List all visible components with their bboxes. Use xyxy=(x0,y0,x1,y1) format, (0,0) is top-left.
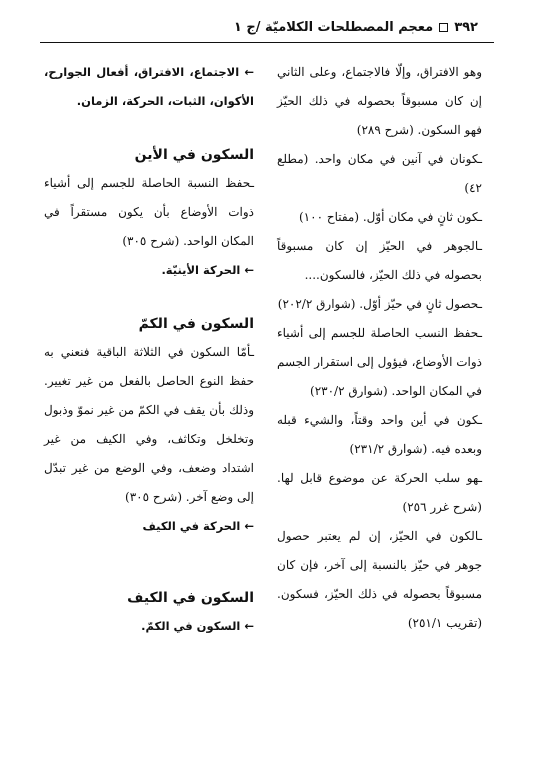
section-kayf xyxy=(44,587,254,641)
paragraph: ـهو سلب الحركة عن موضوع قابل لها. (شرح غرر ٢٥٦) xyxy=(277,471,482,514)
paragraph: ـالجوهر في الحيّز إن كان مسبوقاً بحصوله في ذلك الحيّز، فالسكون.... xyxy=(277,239,482,282)
paragraph: ـحفظ النسب الحاصلة للجسم إلى أشياء ذوات الأوضاع، فيؤول إلى استقرار الجسم في المكان الواحد. (شوارق ٢٣٠/٢) xyxy=(276,326,482,398)
paragraph: وهو الافتراق، وإلّا فالاجتماع، وعلى الثاني إن كان مسبوقاً بحصوله في ذلك الحيّز فهو السكون. (شرح ٢٨٩) xyxy=(277,65,482,137)
paragraph: ـالكون في الحيّز، إن لم يعتبر حصول جوهر في حيّز بالنسبة إلى آخر، فإن كان مسبوقاً بحصوله في ذلك الحيّز، فسكون. (تقريب ٢٥١/١) xyxy=(277,529,482,630)
cross-reference: ← الحركة الأينيّة. xyxy=(161,263,254,277)
section-aiyn xyxy=(44,144,254,285)
paragraph: ـحصول ثانٍ في حيّز أوّل. (شوارق ٢٠٢/٢) xyxy=(277,297,482,311)
spacer xyxy=(44,116,254,144)
paragraph: ـحفظ النسبة الحاصلة للجسم إلى أشياء ذوات الأوضاع بأن يكون مستقراً في المكان الواحد. (شرح ٣٠٥) xyxy=(44,176,254,248)
section-title: السكون في الكمّ xyxy=(138,316,254,332)
left-column xyxy=(44,58,254,641)
spacer xyxy=(44,285,254,313)
paragraph: ـكونان في آنين في مكان واحد. (مطلع ٤٢) xyxy=(277,152,482,195)
spacer xyxy=(44,541,254,587)
page-header xyxy=(40,14,478,40)
page-number: ٣٩٢ xyxy=(454,19,478,35)
cross-reference: ← السكون في الكمّ. xyxy=(141,619,254,633)
section-title: السكون في الأين xyxy=(134,147,254,163)
section-title: السكون في الكيف xyxy=(127,590,254,606)
right-column xyxy=(277,58,482,638)
paragraph: ـأمّا السكون في الثلاثة الباقية فنعني به حفظ النوع الحاصل بالفعل من غير تغيير. وذلك بأن يقف في الكمّ من غير نموّ وذبول وتخلخل وتكاثف، وفي الكيف من غير اشتداد وضعف، وفي الوضع من غير تبدّل إلى وضع آخر. (شرح ٣٠٥) xyxy=(44,345,254,504)
square-icon xyxy=(439,23,448,32)
cross-reference: ← الاجتماع، الافتراق، أفعال الجوارح، الأكوان، الثبات، الحركة، الزمان. xyxy=(44,65,254,108)
section-kamm xyxy=(44,313,254,541)
paragraph: ـكون في أين واحد وقتاً، والشيء قبله وبعده فيه. (شوارق ٢٣١/٢) xyxy=(277,413,482,456)
cross-reference: ← الحركة في الكيف xyxy=(142,519,254,533)
paragraph: ـكون ثانٍ في مكان أوّل. (مفتاح ١٠٠) xyxy=(298,210,482,224)
header-rule xyxy=(40,42,494,43)
book-title: معجم المصطلحات الكلاميّة /ج ١ xyxy=(233,19,434,35)
